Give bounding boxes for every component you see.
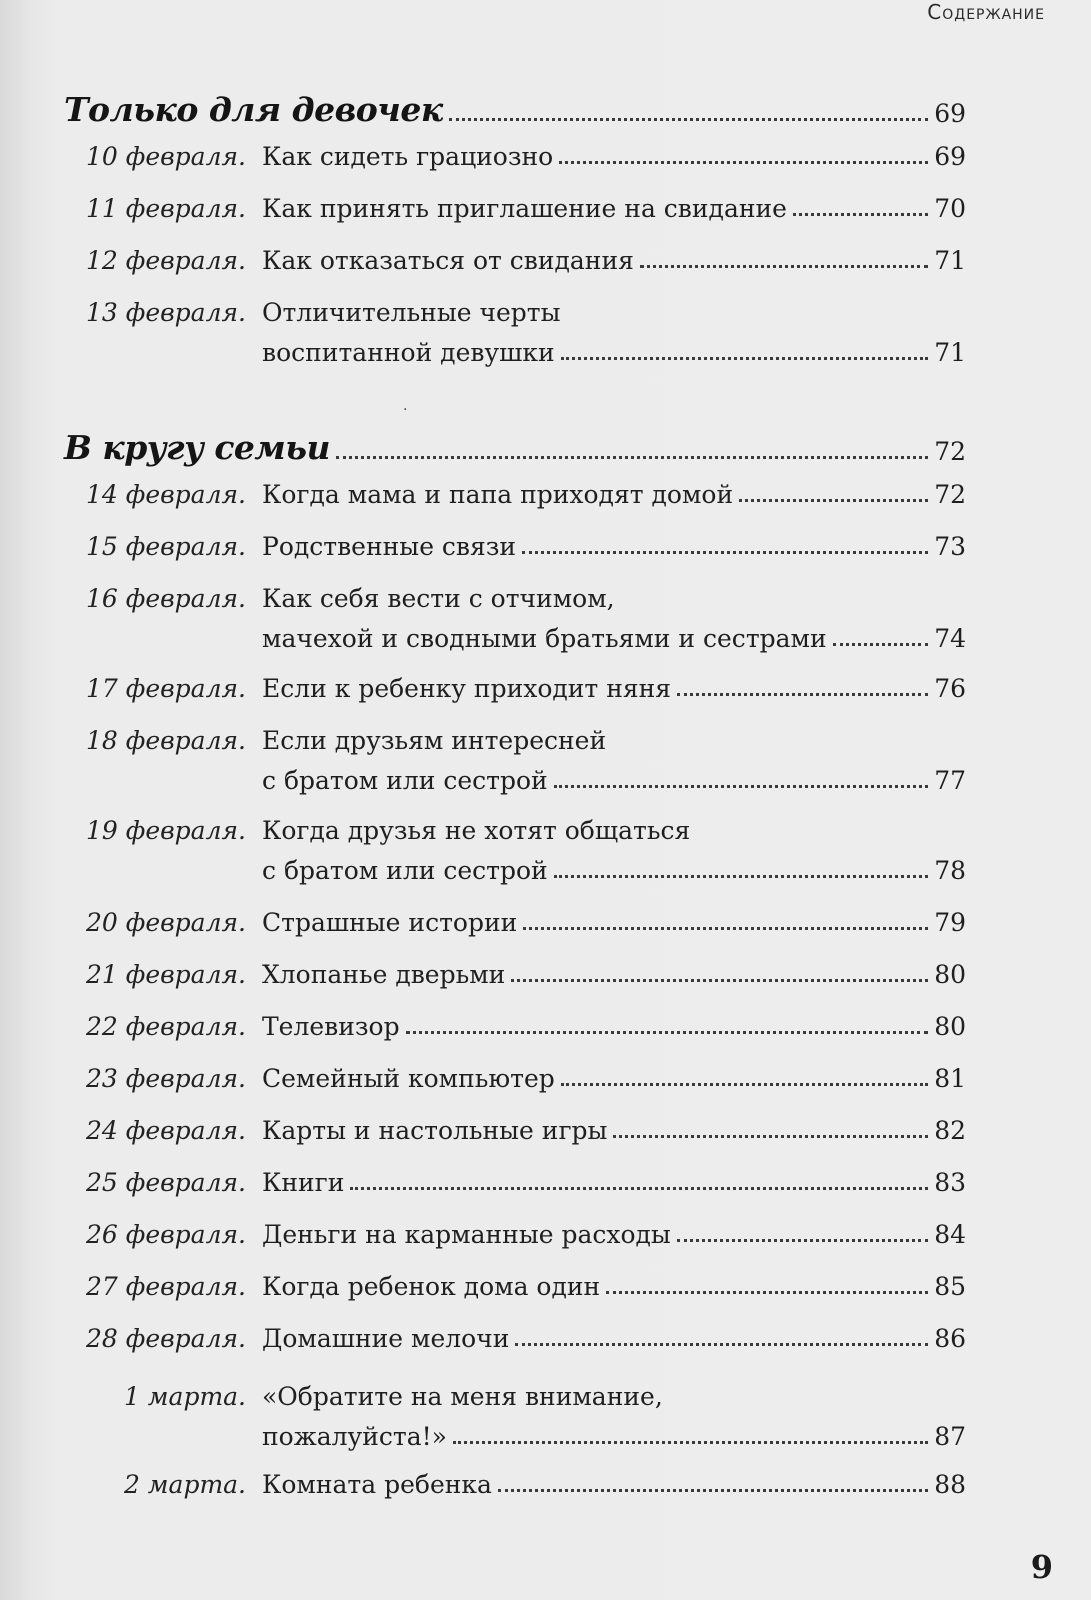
entry-date: 1 марта. xyxy=(123,1382,246,1411)
entry-title-line: Книги xyxy=(262,1168,345,1197)
entry-date: 26 февраля. xyxy=(86,1220,246,1249)
entry-date: 11 февраля. xyxy=(86,194,246,223)
page-reference: 82 xyxy=(934,1116,966,1145)
page-reference: 76 xyxy=(934,674,966,703)
dot-leader xyxy=(449,118,928,121)
page-reference: 69 xyxy=(934,99,966,128)
entry-title-line: с братом или сестрой xyxy=(262,766,548,795)
page-reference: 71 xyxy=(934,338,966,367)
dot-leader xyxy=(677,1239,928,1242)
section-title: Только для девочек xyxy=(64,90,443,129)
section-heading[interactable] xyxy=(64,424,966,467)
entry-title-line: Карты и настольные игры xyxy=(262,1116,608,1145)
entry-title-line: Телевизор xyxy=(262,1012,400,1041)
page-reference: 73 xyxy=(934,532,966,561)
entry-date: 25 февраля. xyxy=(86,1168,246,1197)
page-reference: 80 xyxy=(934,1012,966,1041)
entry-title-line: Деньги на карманные расходы xyxy=(262,1220,671,1249)
entry-title-line: Хлопанье дверьми xyxy=(262,960,506,989)
page-reference: 83 xyxy=(934,1168,966,1197)
entry-title-line: Семейный компьютер xyxy=(262,1064,555,1093)
dot-leader xyxy=(677,693,928,696)
entry-date: 15 февраля. xyxy=(86,532,246,561)
page-number: 9 xyxy=(1030,1548,1053,1586)
entry-title-line: Когда ребенок дома один xyxy=(262,1272,601,1301)
dot-leader xyxy=(515,1343,928,1346)
entry-title-line: Если друзьям интересней xyxy=(262,726,607,755)
entry-date: 17 февраля. xyxy=(86,674,246,703)
page-reference: 85 xyxy=(934,1272,966,1301)
stray-mark: . xyxy=(403,398,408,414)
entry-date: 16 февраля. xyxy=(86,584,246,613)
page-reference: 84 xyxy=(934,1220,966,1249)
entry-date: 20 февраля. xyxy=(86,908,246,937)
dot-leader xyxy=(498,1489,928,1492)
dot-leader xyxy=(350,1187,928,1190)
entry-date: 27 февраля. xyxy=(86,1272,246,1301)
entry-title-line: Домашние мелочи xyxy=(262,1324,510,1353)
entry-date: 10 февраля. xyxy=(86,142,246,171)
page-reference: 69 xyxy=(934,142,966,171)
entry-date: 24 февраля. xyxy=(86,1116,246,1145)
entry-title-line: Если к ребенку приходит няня xyxy=(262,674,672,703)
dot-leader xyxy=(561,357,929,360)
entry-title-line: Комната ребенка xyxy=(262,1470,492,1499)
page-reference: 78 xyxy=(934,856,966,885)
dot-leader xyxy=(606,1291,928,1294)
dot-leader xyxy=(640,265,928,268)
entry-date: 21 февраля. xyxy=(86,960,246,989)
entry-title-line: Страшные истории xyxy=(262,908,518,937)
entry-date: 28 февраля. xyxy=(86,1324,246,1353)
dot-leader xyxy=(833,643,929,646)
entry-title-line: Родственные связи xyxy=(262,532,517,561)
section-heading[interactable] xyxy=(64,86,966,129)
entry-date: 22 февраля. xyxy=(86,1012,246,1041)
page-reference: 71 xyxy=(934,246,966,275)
dot-leader xyxy=(336,456,928,459)
dot-leader xyxy=(522,551,928,554)
page-reference: 77 xyxy=(934,766,966,795)
page-reference: 86 xyxy=(934,1324,966,1353)
dot-leader xyxy=(453,1441,928,1444)
entry-title-line: Отличительные черты xyxy=(262,298,561,327)
entry-title-line: Когда друзья не хотят общаться xyxy=(262,816,691,845)
entry-title-line: Как сидеть грациозно xyxy=(262,142,554,171)
page-reference: 70 xyxy=(934,194,966,223)
entry-title-line: Как отказаться от свидания xyxy=(262,246,634,275)
entry-title-line: воспитанной девушки xyxy=(262,338,555,367)
entry-date: 19 февраля. xyxy=(86,816,246,845)
dot-leader xyxy=(554,785,929,788)
entry-title-line: Когда мама и папа приходят домой xyxy=(262,480,734,509)
dot-leader xyxy=(793,213,928,216)
entry-title-line: Как себя вести с отчимом, xyxy=(262,584,615,613)
dot-leader xyxy=(739,499,928,502)
dot-leader xyxy=(613,1135,928,1138)
page-reference: 74 xyxy=(934,624,966,653)
page-reference: 87 xyxy=(934,1422,966,1451)
entry-date: 23 февраля. xyxy=(86,1064,246,1093)
section-title: В кругу семьи xyxy=(64,428,331,467)
entry-date: 12 февраля. xyxy=(86,246,246,275)
entry-date: 2 марта. xyxy=(123,1470,246,1499)
dot-leader xyxy=(406,1031,929,1034)
dot-leader xyxy=(561,1083,928,1086)
entry-title-line: «Обратите на меня внимание, xyxy=(262,1382,663,1411)
entry-title-line: Как принять приглашение на свидание xyxy=(262,194,787,223)
entry-date: 13 февраля. xyxy=(86,298,246,327)
running-header: Содержание xyxy=(927,0,1045,24)
page-reference: 81 xyxy=(934,1064,966,1093)
entry-date: 14 февраля. xyxy=(86,480,246,509)
entry-date: 18 февраля. xyxy=(86,726,246,755)
dot-leader xyxy=(554,875,929,878)
entry-title-line: с братом или сестрой xyxy=(262,856,548,885)
page-reference: 72 xyxy=(934,437,966,466)
dot-leader xyxy=(511,979,928,982)
dot-leader xyxy=(559,161,928,164)
entry-title-line: пожалуйста!» xyxy=(262,1422,447,1451)
page-reference: 80 xyxy=(934,960,966,989)
entry-title-line: мачехой и сводными братьями и сестрами xyxy=(262,624,827,653)
dot-leader xyxy=(523,927,928,930)
page-reference: 88 xyxy=(934,1470,966,1499)
page-reference: 79 xyxy=(934,908,966,937)
page-reference: 72 xyxy=(934,480,966,509)
